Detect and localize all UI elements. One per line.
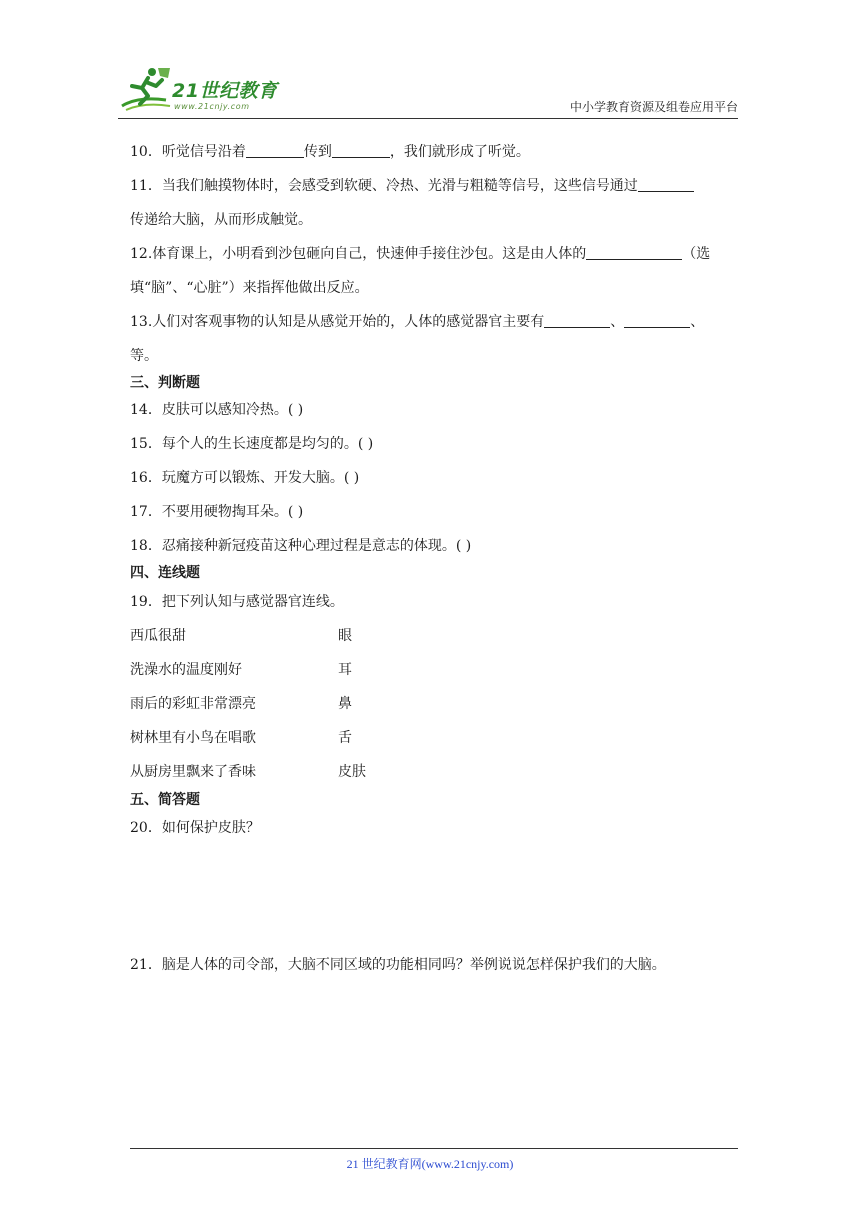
question-11-cont: 传递给大脑，从而形成触觉。 — [130, 212, 312, 228]
question-12-cont: 填“脑”、“心脏”）来指挥他做出反应。 — [130, 280, 369, 296]
header-divider — [118, 118, 738, 119]
match-right-item[interactable]: 皮肤 — [338, 764, 366, 780]
logo-text: 21世纪教育 — [172, 80, 278, 102]
runner-logo-icon — [118, 66, 174, 116]
logo-url: www.21cnjy.com — [174, 102, 250, 111]
answer-blank[interactable] — [586, 245, 682, 260]
answer-blank[interactable] — [544, 313, 610, 328]
section-judge-title: 三、判断题 — [130, 375, 200, 391]
judge-item: 17．不要用硬物掏耳朵。( ) — [130, 504, 304, 520]
short-question-21: 21．脑是人体的司令部，大脑不同区域的功能相同吗？举例说说怎样保护我们的大脑。 — [130, 957, 666, 973]
match-left-item[interactable]: 洗澡水的温度刚好 — [130, 662, 242, 678]
match-prompt: 19．把下列认知与感觉器官连线。 — [130, 594, 344, 610]
judge-item: 16．玩魔方可以锻炼、开发大脑。( ) — [130, 470, 360, 486]
question-10: 10．听觉信号沿着 传到 ，我们就形成了听觉。 — [130, 144, 530, 160]
answer-blank[interactable] — [332, 143, 390, 158]
page-header — [118, 62, 738, 120]
section-match-title: 四、连线题 — [130, 565, 200, 581]
judge-item: 18．忍痛接种新冠疫苗这种心理过程是意志的体现。( ) — [130, 538, 472, 554]
match-left-item[interactable]: 西瓜很甜 — [130, 628, 186, 644]
section-short-title: 五、简答题 — [130, 792, 200, 808]
match-left-item[interactable]: 从厨房里飘来了香味 — [130, 764, 256, 780]
site-logo — [118, 62, 318, 120]
page-footer: 21 世纪教育网(www.21cnjy.com) — [346, 1157, 514, 1171]
answer-blank[interactable] — [638, 177, 694, 192]
question-13-cont: 等。 — [130, 348, 158, 364]
platform-title: 中小学教育资源及组卷应用平台 — [569, 100, 738, 114]
short-question-20: 20．如何保护皮肤？ — [130, 820, 260, 836]
footer-divider — [130, 1148, 738, 1149]
judge-item: 15．每个人的生长速度都是均匀的。( ) — [130, 436, 374, 452]
match-left-item[interactable]: 树林里有小鸟在唱歌 — [130, 730, 256, 746]
answer-blank[interactable] — [246, 143, 304, 158]
answer-blank[interactable] — [624, 313, 690, 328]
question-13: 13.人们对客观事物的认知是从感觉开始的，人体的感觉器官主要有 、 、 — [130, 314, 705, 330]
question-12: 12.体育课上，小明看到沙包砸向自己，快速伸手接住沙包。这是由人体的 （选 — [130, 246, 711, 262]
match-right-item[interactable]: 舌 — [338, 730, 352, 746]
question-11: 11．当我们触摸物体时，会感受到软硬、冷热、光滑与粗糙等信号，这些信号通过 — [130, 176, 694, 196]
match-right-item[interactable]: 耳 — [338, 662, 352, 678]
match-right-item[interactable]: 眼 — [338, 628, 352, 644]
judge-item: 14．皮肤可以感知冷热。( ) — [130, 402, 304, 418]
match-right-item[interactable]: 鼻 — [338, 696, 352, 712]
match-left-item[interactable]: 雨后的彩虹非常漂亮 — [130, 696, 256, 712]
